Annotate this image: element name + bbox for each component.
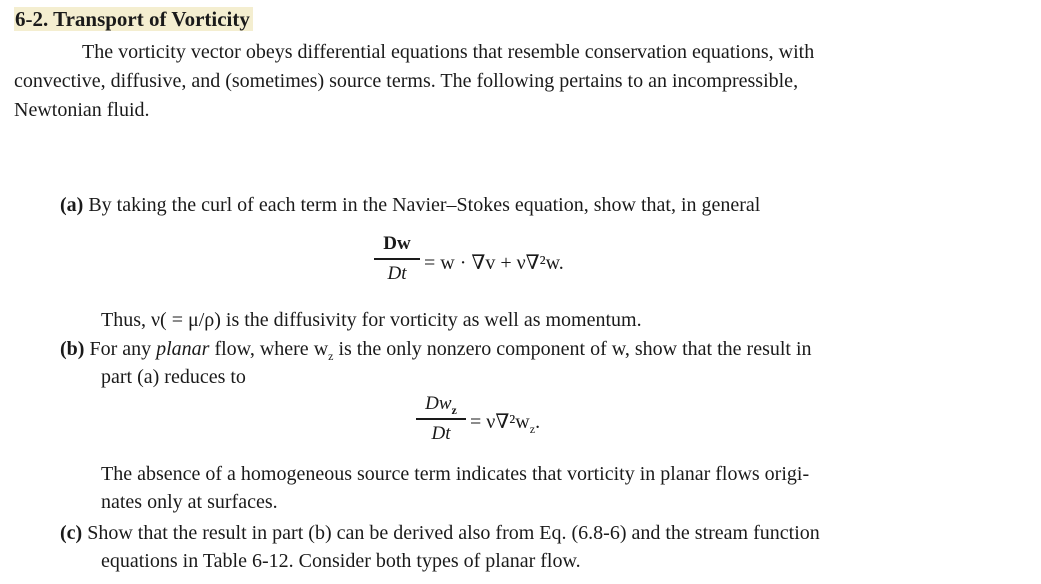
equation-b-fraction-bar: [416, 418, 466, 420]
heading-title: Transport of Vorticity: [53, 7, 250, 31]
equation-a-fraction-bar: [374, 258, 420, 260]
part-c-line-1: Show that the result in part (b) can be derived also from Eq. (6.8-6) and the stream function: [87, 522, 820, 544]
part-b: [60, 335, 812, 363]
part-c-line-2: equations in Table 6-12. Consider both types of planar flow.: [101, 550, 581, 572]
equation-a-fraction: [374, 232, 420, 286]
part-b-text-tail: is the only nonzero component of w, show that the result in: [333, 338, 812, 360]
part-b-text-em: planar: [156, 338, 210, 360]
part-c-label: (c): [60, 522, 83, 544]
part-a-text: By taking the curl of each term in the Navier–Stokes equation, show that, in general: [88, 194, 761, 216]
equation-b-numerator: $Dw_z$: [425, 393, 457, 417]
intro-line-3: Newtonian fluid.: [14, 99, 150, 121]
intro-paragraph: [14, 38, 1034, 125]
intro-line-2: convective, diffusive, and (sometimes) source terms. The following pertains to an incompressible,: [14, 70, 799, 92]
equation-b-denominator: Dt: [431, 422, 451, 444]
part-b-text-sub: z: [328, 349, 334, 363]
part-b-after-line-1: The absence of a homogeneous source term indicates that vorticity in planar flows origi-: [101, 463, 810, 485]
part-b-after-line-2: nates only at surfaces.: [101, 491, 278, 513]
equation-a-rhs: = w · ∇v + ν∇²w.: [424, 252, 564, 274]
part-b-line-2: part (a) reduces to: [101, 366, 246, 388]
equation-b-rhs: = $\nu\nabla^2w_z$.: [470, 411, 541, 436]
equation-a-numerator: Dw: [383, 233, 411, 254]
part-b-text-post: flow, where w: [209, 338, 329, 360]
section-heading: [14, 5, 253, 33]
part-a: [60, 191, 760, 219]
part-c: [60, 519, 820, 547]
part-a-label: (a): [60, 194, 84, 216]
part-b-label: (b): [60, 338, 85, 360]
heading-highlight: [14, 7, 253, 31]
intro-line-1: The vorticity vector obeys differential equations that resemble conservation equations, with: [82, 41, 815, 63]
part-b-text-pre: For any: [89, 338, 157, 360]
part-a-after: Thus, ν( = μ/ρ) is the diffusivity for vorticity as well as momentum.: [101, 309, 642, 331]
heading-number: 6-2.: [15, 7, 49, 31]
equation-b-fraction: [416, 392, 466, 446]
equation-a-denominator: Dt: [387, 262, 407, 284]
